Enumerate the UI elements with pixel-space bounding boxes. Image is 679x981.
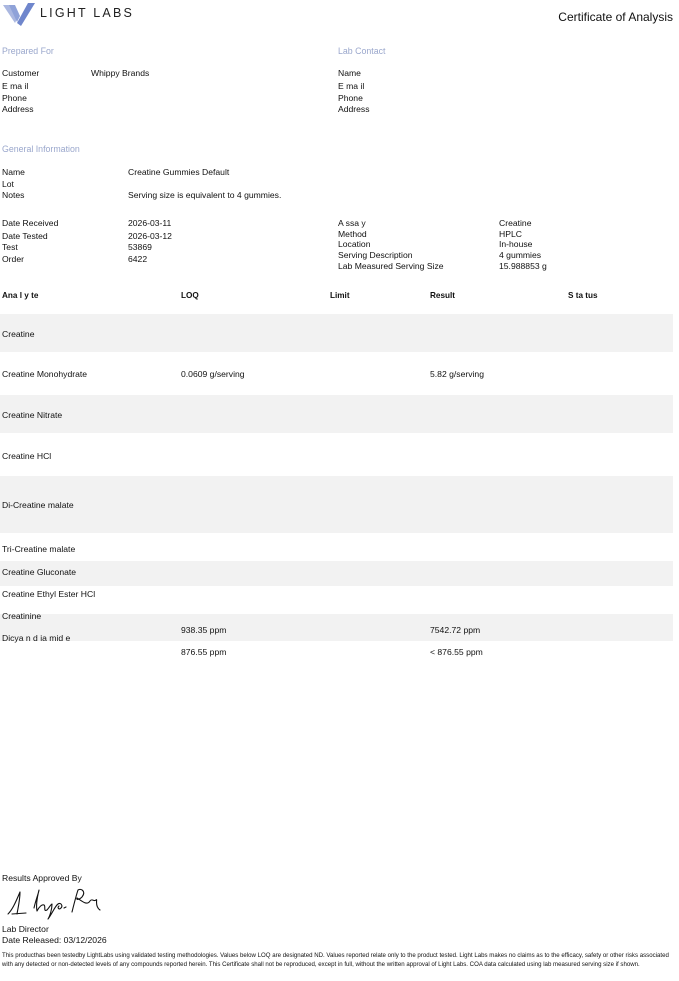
table-row-analyte: Creatine Nitrate <box>2 410 63 420</box>
prepared-for-label-email: E ma il <box>2 81 29 91</box>
table-header-status: S ta tus <box>568 291 598 300</box>
results-approved-by: Results Approved By <box>2 873 82 883</box>
location-label: Location <box>338 239 371 249</box>
table-row-loq: 0.0609 g/serving <box>181 369 245 379</box>
prepared-for-heading: Prepared For <box>2 46 54 56</box>
date-received-value: 2026-03-11 <box>128 218 172 228</box>
table-row-band <box>0 614 673 641</box>
table-row-loq: 938.35 ppm <box>181 625 227 635</box>
disclaimer-text: This producthas been testedby LightLabs using validated testing methodologies. Values below LOQ are designated ND. Values reported relate only to the product tested. Light Labs makes no claims as to the efficacy, safety or other risks associated with any detected or non-detected levels of any compounds reported herein. This Certificate shall not be reproduced, except in full, without the written approval of Light Labs. COA data calculated using lab measured serving size if shown. <box>2 952 669 968</box>
table-row-analyte: Creatinine <box>2 611 42 621</box>
lab-contact-label-phone: Phone <box>338 93 363 103</box>
date-released: Date Released: 03/12/2026 <box>2 935 107 945</box>
test-label: Test <box>2 242 18 252</box>
table-row-analyte: Creatine Monohydrate <box>2 369 88 379</box>
brand-name: LIGHT LABS <box>40 6 135 20</box>
general-value-name: Creatine Gummies Default <box>128 167 230 177</box>
date-tested-value: 2026-03-12 <box>128 231 172 241</box>
table-row-analyte: Creatine Ethyl Ester HCl <box>2 589 96 599</box>
order-value: 6422 <box>128 254 148 264</box>
prepared-for-value-customer: Whippy Brands <box>91 68 150 78</box>
light-labs-logo-icon <box>2 2 36 26</box>
test-value: 53869 <box>128 242 152 252</box>
date-received-label: Date Received <box>2 218 59 228</box>
date-tested-label: Date Tested <box>2 231 48 241</box>
lab-contact-label-email: E ma il <box>338 81 365 91</box>
prepared-for-label-address: Address <box>2 104 34 114</box>
general-label-name: Name <box>2 167 25 177</box>
general-value-notes: Serving size is equivalent to 4 gummies. <box>128 190 282 200</box>
table-row-analyte: Creatine Gluconate <box>2 567 77 577</box>
location-value: In-house <box>499 239 533 249</box>
table-row-band <box>0 561 673 586</box>
signature-icon <box>6 884 110 920</box>
table-row-analyte: Di-Creatine malate <box>2 500 74 510</box>
table-row-analyte: Creatine HCl <box>2 451 52 461</box>
table-header-analyte: Ana l y te <box>2 291 39 300</box>
table-row-band <box>0 314 673 352</box>
approver-role: Lab Director <box>2 924 49 934</box>
general-label-lot: Lot <box>2 179 14 189</box>
table-row-analyte: Tri-Creatine malate <box>2 544 76 554</box>
table-row-band <box>0 476 673 533</box>
document-title: Certificate of Analysis <box>558 10 673 24</box>
table-row-result: 7542.72 ppm <box>430 625 481 635</box>
assay-label: A ssa y <box>338 218 366 228</box>
lab-contact-label-name: Name <box>338 68 361 78</box>
assay-value: Creatine <box>499 218 532 228</box>
serving-size-label: Lab Measured Serving Size <box>338 261 444 271</box>
serving-description-value: 4 gummies <box>499 250 542 260</box>
lab-contact-heading: Lab Contact <box>338 46 386 56</box>
table-row-analyte: Creatine <box>2 329 35 339</box>
table-header-limit: Limit <box>330 291 350 300</box>
table-header-loq: LOQ <box>181 291 199 300</box>
table-row-loq: 876.55 ppm <box>181 647 227 657</box>
method-value: HPLC <box>499 229 522 239</box>
prepared-for-label-customer: Customer <box>2 68 40 78</box>
table-row-band <box>0 395 673 433</box>
table-row-result: 5.82 g/serving <box>430 369 484 379</box>
lab-contact-label-address: Address <box>338 104 370 114</box>
table-row-analyte: Dicya n d ia mid e <box>2 633 71 643</box>
general-label-notes: Notes <box>2 190 25 200</box>
table-header-result: Result <box>430 291 456 300</box>
prepared-for-label-phone: Phone <box>2 93 27 103</box>
table-row-result: < 876.55 ppm <box>430 647 483 657</box>
order-label: Order <box>2 254 24 264</box>
method-label: Method <box>338 229 367 239</box>
serving-size-value: 15.988853 g <box>499 261 547 271</box>
serving-description-label: Serving Description <box>338 250 413 260</box>
general-information-heading: General Information <box>2 144 80 154</box>
